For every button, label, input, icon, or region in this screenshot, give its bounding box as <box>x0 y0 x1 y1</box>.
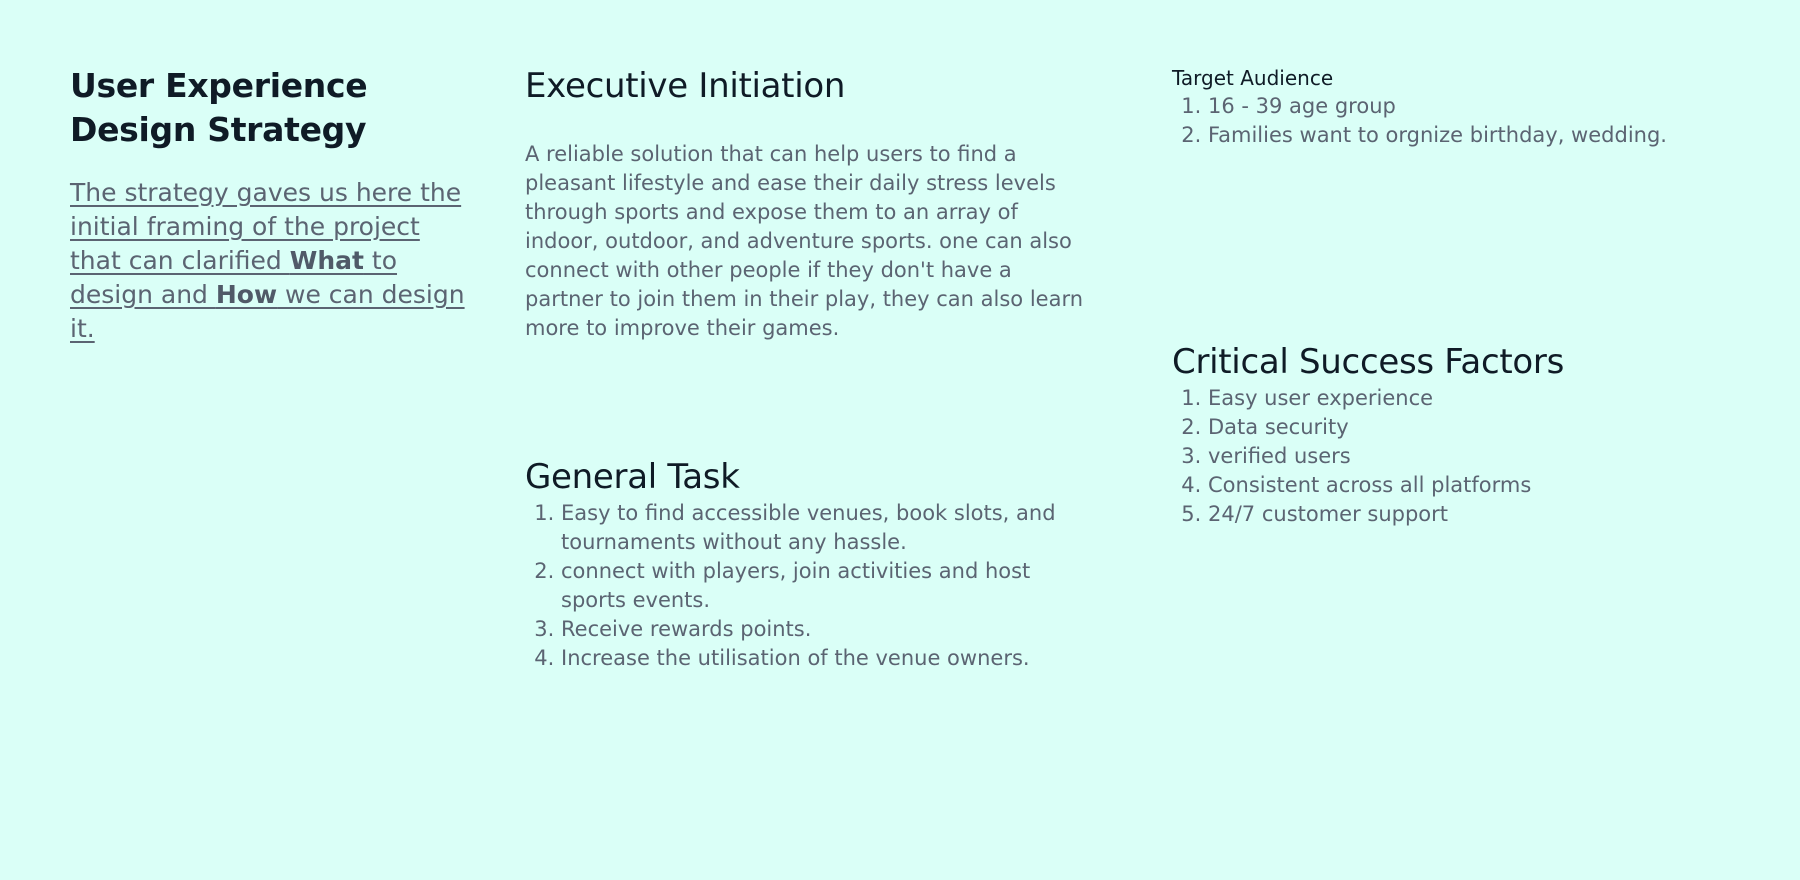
critical-success-title: Critical Success Factors <box>1172 342 1564 382</box>
strategy-title-line1: User Experience <box>70 66 368 105</box>
target-audience-title: Target Audience <box>1172 66 1334 90</box>
critical-success-list <box>1172 384 1752 529</box>
critical-success-section <box>1172 340 1752 529</box>
list-item: 1. 16 - 39 age group <box>1208 92 1752 121</box>
target-audience-section <box>1172 64 1752 150</box>
intro-text-part1: The strategy gaves us here the initial framing of the project that can clarified <box>70 178 462 275</box>
general-task-list <box>525 499 1085 673</box>
intro-text-part2: to design and <box>70 246 398 309</box>
target-audience-list <box>1172 92 1752 150</box>
executive-title: Executive Initiation <box>525 66 846 106</box>
general-task-title: General Task <box>525 457 740 497</box>
list-item: 2. Families want to orgnize birthday, wedding. <box>1208 121 1752 150</box>
list-item: 2. connect with players, join activities and host sports events. <box>561 557 1085 615</box>
list-item: 5. 24/7 customer support <box>1208 500 1752 529</box>
list-item: 4. Consistent across all platforms <box>1208 471 1752 500</box>
intro-how: How <box>215 280 278 309</box>
list-item: 3. Receive rewards points. <box>561 615 1085 644</box>
intro-what: What <box>289 246 364 275</box>
executive-body: A reliable solution that can help users to find a pleasant lifestyle and ease their daily stress levels through sports and expose them to an array of indoor, outdoor, and adventure sports. one can also connect with other people if they don't have a partner to join them in their play, they can also learn more to improve their games. <box>525 142 1084 340</box>
list-item: 1. Easy to find accessible venues, book slots, and tournaments without any hassle. <box>561 499 1085 557</box>
list-item: 2. Data security <box>1208 413 1752 442</box>
intro-text-part3: we can design it. <box>70 280 465 343</box>
strategy-title-line2: Design Strategy <box>70 110 367 149</box>
strategy-section <box>70 64 470 346</box>
list-item: 3. verified users <box>1208 442 1752 471</box>
list-item: 4. Increase the utilisation of the venue owners. <box>561 644 1085 673</box>
strategy-intro <box>70 176 470 346</box>
strategy-title <box>70 64 470 152</box>
list-item: 1. Easy user experience <box>1208 384 1752 413</box>
general-task-section <box>525 455 1085 673</box>
executive-section <box>525 64 1085 343</box>
